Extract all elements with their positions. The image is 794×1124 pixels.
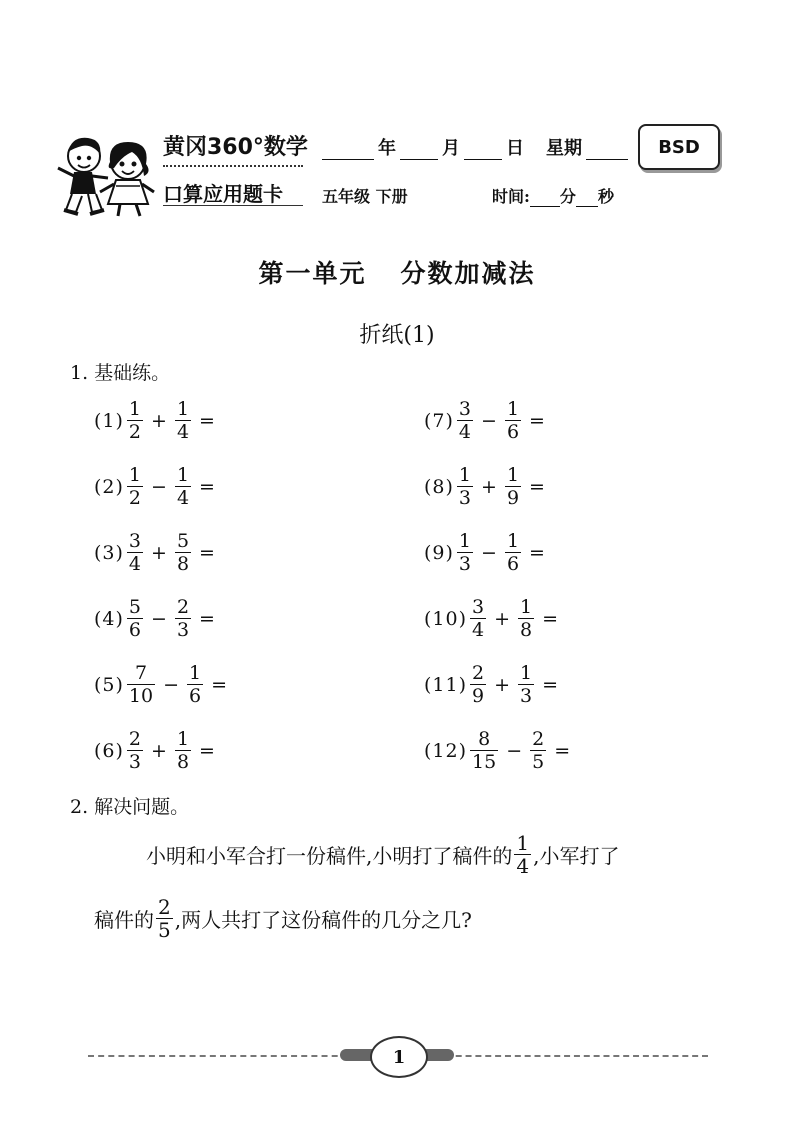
word-problem-line1: [146, 832, 619, 877]
word-problem-line2: [94, 896, 472, 941]
word-problem-text3: 稿件的: [94, 908, 154, 932]
problem-item: [424, 398, 545, 443]
fraction: $\frac{2}{3}$: [176, 596, 190, 641]
year-label: 年: [378, 138, 396, 159]
operator: −: [151, 607, 167, 630]
day-label: 日: [506, 138, 524, 159]
fraction: $\frac{1}{4}$: [176, 464, 190, 509]
brand-divider: [163, 165, 303, 167]
problem-number: (9): [424, 541, 454, 564]
problem-item: [94, 464, 215, 509]
month-blank[interactable]: [400, 141, 438, 160]
fraction: $\frac{3}{4}$: [458, 398, 472, 443]
problem-number: (10): [424, 607, 468, 630]
cartoon-kids-icon: [52, 128, 160, 218]
word-problem-text1: 小明和小军合打一份稿件,小明打了稿件的: [146, 844, 513, 868]
fraction: $\frac{1}{2}$: [128, 398, 142, 443]
fraction: $\frac{2}{5}$: [532, 728, 545, 773]
operator: +: [494, 607, 511, 630]
section1-heading: 1. 基础练。: [70, 362, 171, 384]
operator: +: [151, 541, 167, 564]
problem-item: [94, 530, 215, 575]
problem-number: (6): [94, 739, 124, 762]
problem-number: (12): [424, 739, 468, 762]
weekday-blank[interactable]: [586, 141, 628, 160]
unit-title-topic: 分数加减法: [400, 259, 536, 288]
operator: +: [481, 475, 497, 498]
equals-sign: =: [542, 673, 559, 696]
equals-sign: =: [529, 475, 545, 498]
fraction: $\frac{3}{4}$: [128, 530, 142, 575]
second-blank[interactable]: [576, 188, 598, 207]
problem-item: [424, 530, 545, 575]
date-row: [322, 134, 628, 160]
brand-title: 黄冈360°数学: [163, 135, 308, 160]
equals-sign: =: [199, 475, 215, 498]
operator: +: [151, 739, 167, 762]
problem-item: [94, 596, 215, 641]
page-number: 1: [370, 1036, 428, 1078]
time-row: [492, 184, 614, 207]
problem-number: (11): [424, 673, 468, 696]
weekday-label: 星期: [546, 138, 582, 159]
word-problem-text4: ,两人共打了这份稿件的几分之几?: [174, 908, 472, 932]
fraction: $\frac{1}{2}$: [128, 464, 142, 509]
problem-item: [424, 662, 558, 707]
minute-label: 分: [559, 187, 576, 206]
edition-badge: BSD: [638, 124, 720, 170]
grade-label: 五年级 下册: [322, 187, 408, 206]
problem-item: [94, 728, 215, 773]
operator: −: [506, 739, 523, 762]
fraction: $\frac{1}{6}$: [506, 530, 520, 575]
problem-number: (3): [94, 541, 124, 564]
equals-sign: =: [529, 409, 545, 432]
problem-number: (4): [94, 607, 124, 630]
problem-number: (5): [94, 673, 124, 696]
fraction: $\frac{1}{3}$: [458, 464, 472, 509]
fraction: $\frac{2}{3}$: [128, 728, 142, 773]
year-blank[interactable]: [322, 141, 374, 160]
fraction: $\frac{2}{5}$: [158, 895, 171, 942]
time-label: 时间:: [492, 187, 530, 206]
equals-sign: =: [554, 739, 571, 762]
fraction: $\frac{3}{4}$: [472, 596, 485, 641]
operator: +: [494, 673, 511, 696]
second-label: 秒: [597, 187, 614, 206]
section2-heading: 2. 解决问题。: [70, 796, 190, 818]
fraction: $\frac{1}{3}$: [520, 662, 533, 707]
operator: +: [151, 409, 167, 432]
fraction: $\frac{1}{4}$: [176, 398, 190, 443]
equals-sign: =: [199, 607, 215, 630]
unit-title: [0, 254, 794, 290]
problem-number: (8): [424, 475, 454, 498]
problem-item: [94, 398, 215, 443]
fraction: $\frac{5}{6}$: [128, 596, 142, 641]
minute-blank[interactable]: [530, 188, 560, 207]
unit-title-number: 第一单元: [258, 259, 367, 288]
fraction: $\frac{1}{9}$: [506, 464, 520, 509]
equals-sign: =: [199, 409, 215, 432]
fraction: $\frac{1}{4}$: [516, 831, 530, 878]
month-label: 月: [442, 138, 460, 159]
equals-sign: =: [199, 541, 215, 564]
problem-item: [94, 662, 227, 707]
equals-sign: =: [211, 673, 228, 696]
lesson-title: 折纸(1): [359, 323, 435, 348]
brand-underline: [163, 205, 303, 206]
problem-item: [424, 596, 558, 641]
operator: −: [163, 673, 180, 696]
problem-number: (2): [94, 475, 124, 498]
fraction: $\frac{5}{8}$: [176, 530, 190, 575]
equals-sign: =: [542, 607, 559, 630]
fraction: $\frac{1}{8}$: [520, 596, 533, 641]
footer-divider-right: [436, 1055, 708, 1057]
operator: −: [151, 475, 167, 498]
problem-item: [424, 464, 545, 509]
problem-number: (1): [94, 409, 124, 432]
fraction: $\frac{2}{9}$: [472, 662, 485, 707]
fraction: $\frac{1}{6}$: [189, 662, 202, 707]
fraction: $\frac{7}{10}$: [128, 662, 154, 707]
fraction: $\frac{1}{6}$: [506, 398, 520, 443]
operator: −: [481, 541, 497, 564]
day-blank[interactable]: [464, 141, 502, 160]
fraction: $\frac{8}{15}$: [472, 728, 497, 773]
word-problem-text2: ,小军打了: [533, 844, 620, 868]
footer-divider-left: [88, 1055, 358, 1057]
fraction: $\frac{1}{8}$: [176, 728, 190, 773]
fraction: $\frac{1}{3}$: [458, 530, 472, 575]
problem-item: [424, 728, 570, 773]
brand-subtitle: 口算应用题卡: [163, 182, 283, 206]
problem-number: (7): [424, 409, 454, 432]
equals-sign: =: [529, 541, 545, 564]
operator: −: [481, 409, 497, 432]
equals-sign: =: [199, 739, 215, 762]
